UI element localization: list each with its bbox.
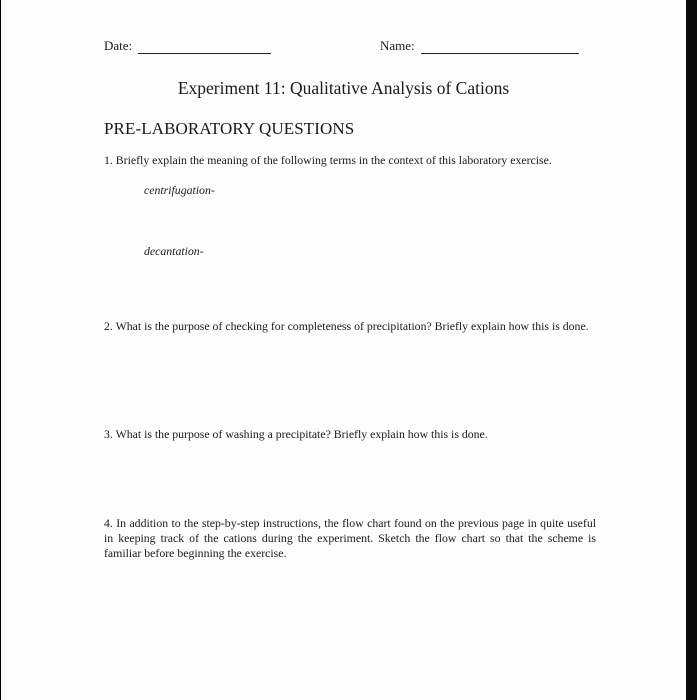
question-4: 4. In addition to the step-by-step instructions, the flow chart found on the previous page in quite useful in keeping track of the cations during the experiment. Sketch the flow chart so that the scheme is familiar before beginning the exercise. — [104, 516, 596, 560]
term-decantation: decantation- — [144, 244, 204, 258]
question-3: 3. What is the purpose of washing a precipitate? Briefly explain how this is done. — [104, 427, 488, 441]
term-centrifugation: centrifugation- — [144, 183, 215, 197]
name-label: Name: — [380, 38, 415, 53]
worksheet-page — [1, 0, 686, 700]
screen-edge — [686, 0, 697, 700]
date-field — [104, 38, 271, 54]
date-label: Date: — [104, 38, 133, 53]
experiment-title: Experiment 11: Qualitative Analysis of Cations — [177, 78, 510, 98]
name-field — [380, 38, 579, 54]
question-2: 2. What is the purpose of checking for completeness of precipitation? Briefly explain how this is done. — [104, 319, 589, 333]
section-heading: PRE-LABORATORY QUESTIONS — [104, 119, 355, 138]
question-1: 1. Briefly explain the meaning of the following terms in the context of this laboratory exercise. — [104, 153, 552, 167]
name-blank-line — [421, 42, 579, 54]
date-blank-line — [138, 42, 271, 54]
